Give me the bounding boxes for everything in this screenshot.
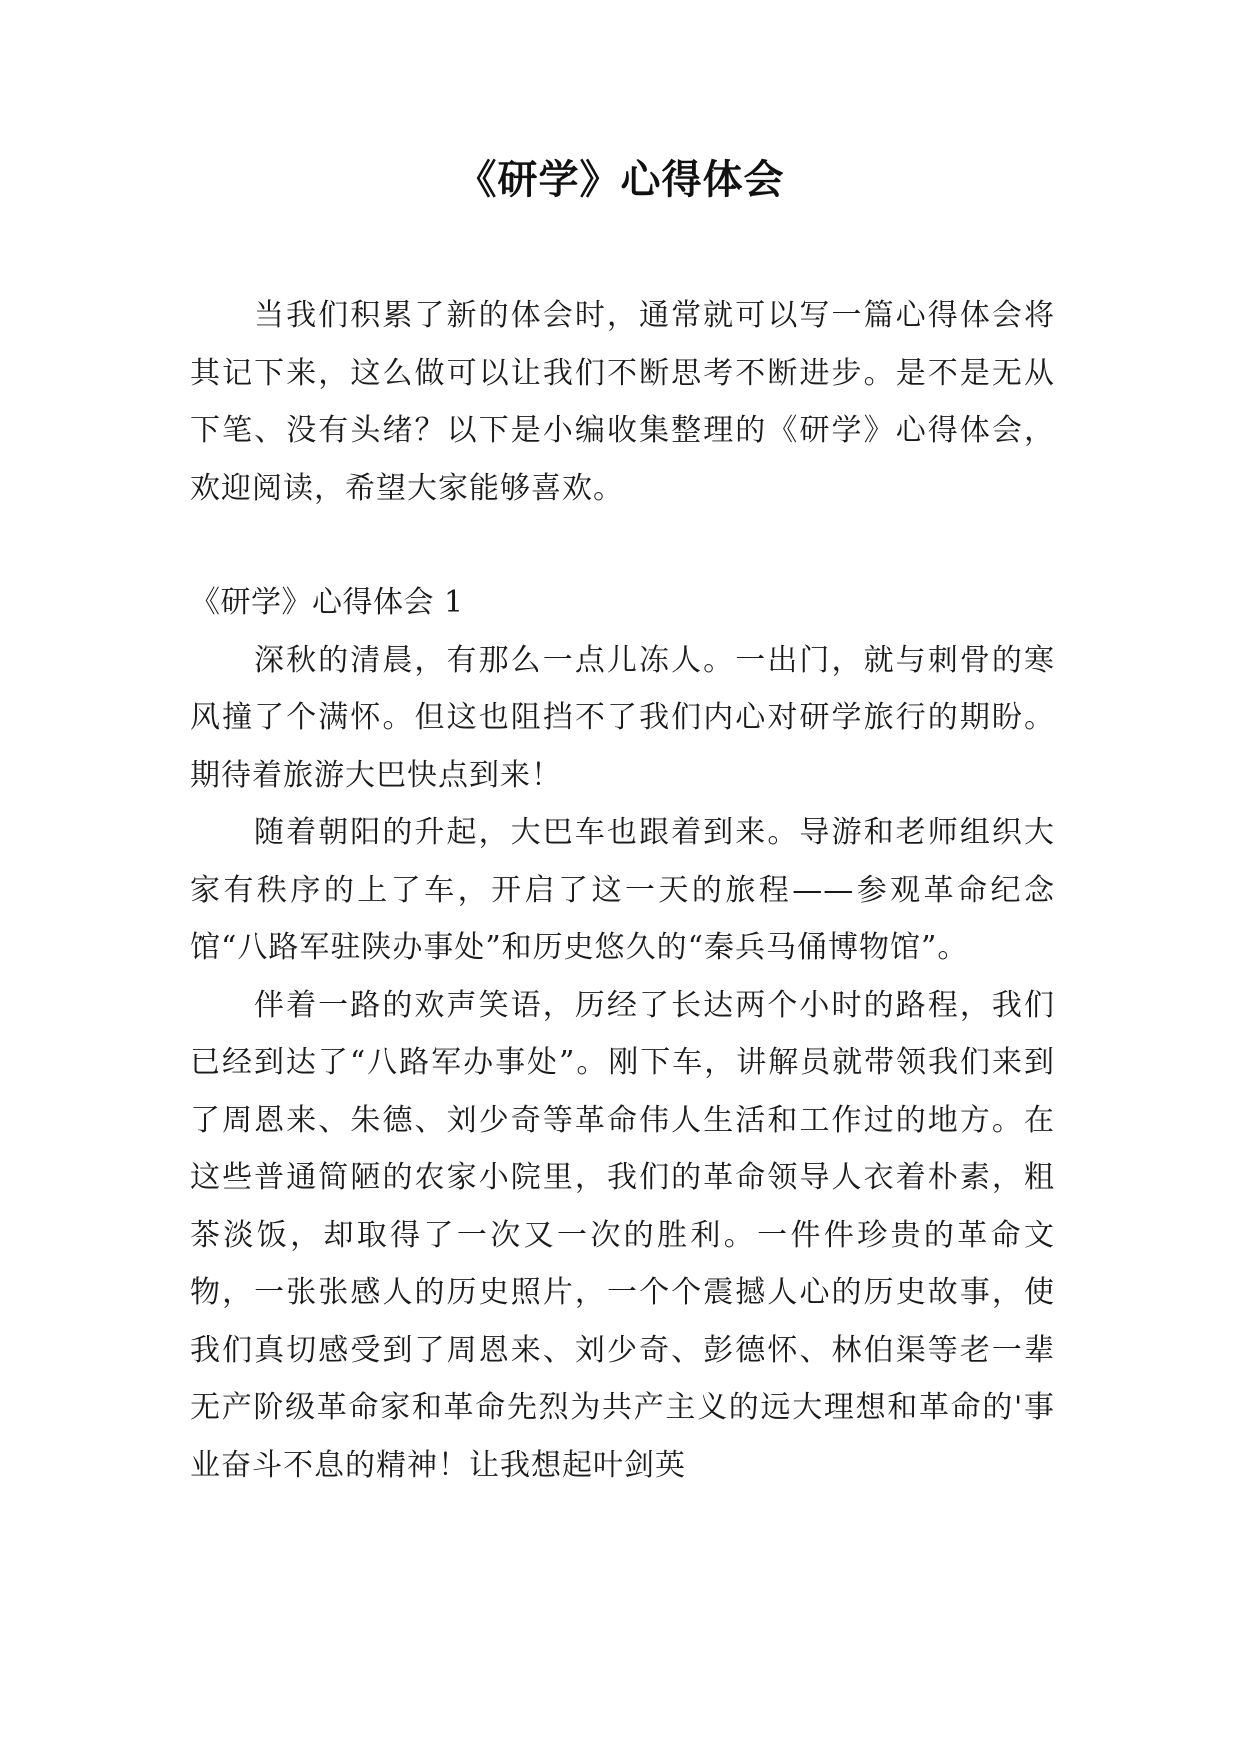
body-paragraph: 随着朝阳的升起，大巴车也跟着到来。导游和老师组织大家有秩序的上了车，开启了这一天的旅程——参观革命纪念馆“八路军驻陕办事处”和历史悠久的“秦兵马俑博物馆”。 — [190, 815, 1055, 965]
paragraph-spacer — [190, 517, 1055, 574]
document-title: 《研学》心得体会 — [456, 156, 785, 203]
section-heading: 《研学》心得体会 1 — [190, 585, 464, 620]
body-paragraph: 伴着一路的欢声笑语，历经了长达两个小时的路程，我们已经到达了“八路军办事处”。刚下车，讲解员就带领我们来到了周恩来、朱德、刘少奇等革命伟人生活和工作过的地方。在这些普通简陋的农家小院里，我们的革命领导人衣着朴素，粗茶淡饭，却取得了一次又一次的胜利。一件件珍贵的革命文物，一张张感人的历史照片，一个个震撼人心的历史故事，使我们真切感受到了周恩来、刘少奇、彭德怀、林伯渠等老一辈无产阶级革命家和革命先烈为共产主义的远大理想和革命的'事业奋斗不息的精神！让我想起叶剑英 — [190, 987, 1055, 1483]
body-paragraph: 深秋的清晨，有那么一点儿冻人。一出门，就与刺骨的寒风撞了个满怀。但这也阻挡不了我们内心对研学旅行的期盼。期待着旅游大巴快点到来！ — [190, 642, 1055, 793]
intro-paragraph: 当我们积累了新的体会时，通常就可以写一篇心得体会将其记下来，这么做可以让我们不断思考不断进步。是不是无从下笔、没有头绪？以下是小编收集整理的《研学》心得体会，欢迎阅读，希望大家能够喜欢。 — [190, 298, 1055, 506]
document-body — [190, 287, 1055, 1494]
